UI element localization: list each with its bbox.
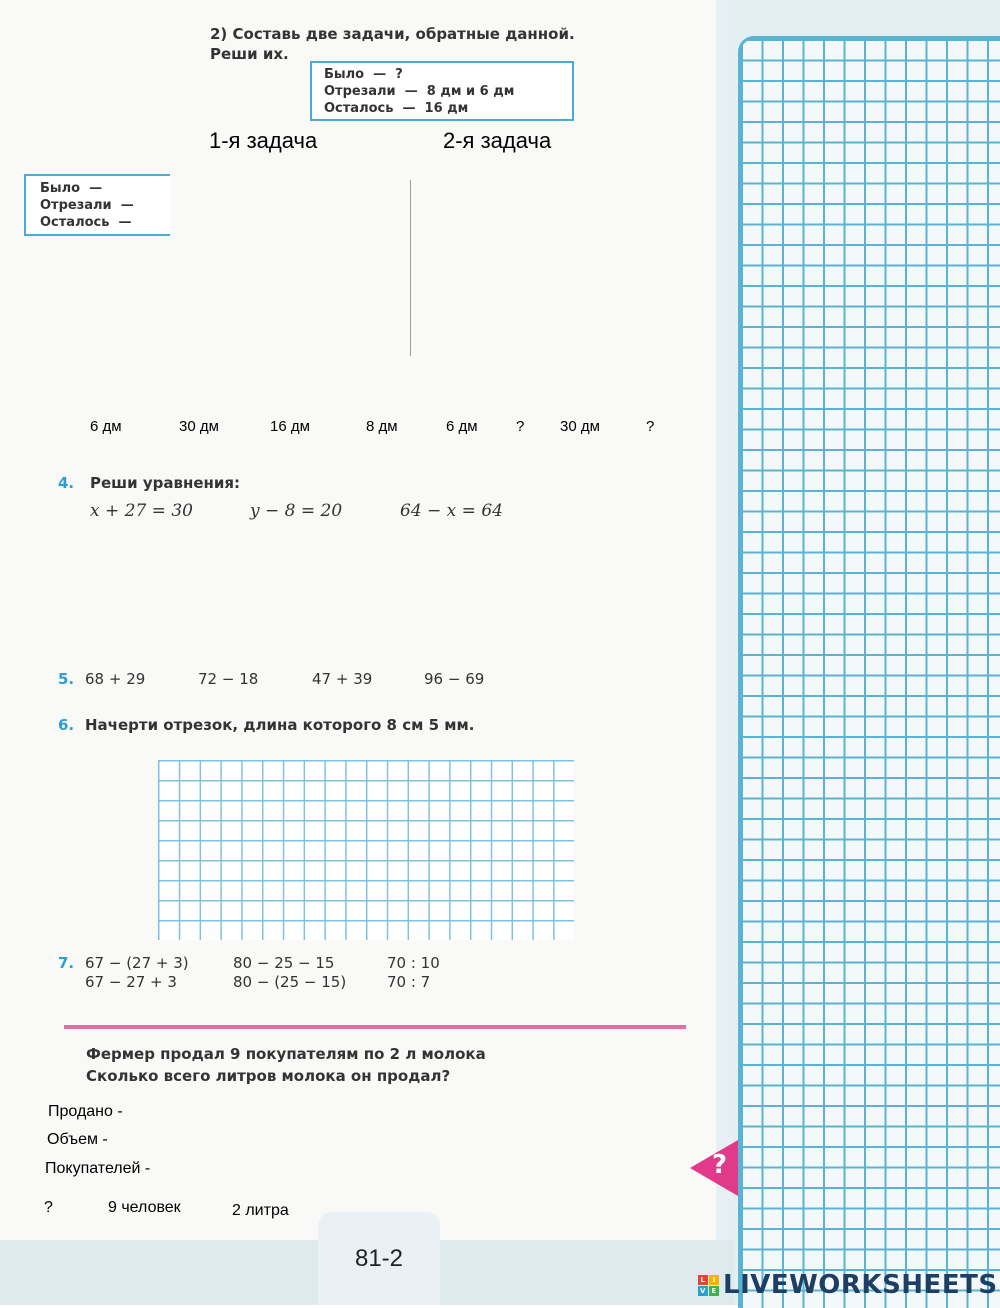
- drag-chip[interactable]: 8 дм: [366, 418, 398, 435]
- drag-chip[interactable]: 6 дм: [446, 418, 478, 435]
- drag-chip[interactable]: 9 человек: [108, 1199, 181, 1216]
- label-volume: Объем -: [47, 1131, 108, 1148]
- logo-letter: I: [709, 1275, 719, 1285]
- task7-col2: [233, 954, 346, 992]
- given-line: Было — ?: [324, 67, 403, 82]
- drag-chip[interactable]: 2 литра: [232, 1202, 289, 1219]
- equation: y − 8 = 20: [250, 501, 343, 521]
- equation: 64 − x = 64: [400, 501, 503, 521]
- expression: 67 − 27 + 3: [85, 973, 177, 991]
- logo-text: LIVEWORKSHEETS: [723, 1270, 998, 1300]
- task4-number: 4.: [58, 474, 75, 492]
- drawing-grid[interactable]: [158, 760, 574, 940]
- page-number-tab: [318, 1212, 440, 1305]
- expression: 80 − (25 − 15): [233, 973, 347, 991]
- drag-chip[interactable]: ?: [646, 418, 655, 435]
- equation: x + 27 = 30: [90, 501, 193, 521]
- page-number: 81-2: [354, 1244, 404, 1272]
- task5-number: 5.: [58, 670, 75, 688]
- task7-col1: [85, 954, 189, 992]
- drag-chip[interactable]: ?: [44, 1199, 53, 1216]
- farmer-line: Сколько всего литров молока он продал?: [86, 1067, 451, 1085]
- expression: 72 − 18: [198, 670, 259, 688]
- grid-notebook-sheet: [738, 36, 1000, 1308]
- partial-data-box: [24, 174, 170, 236]
- given-data-box: [310, 61, 574, 121]
- task6-text: Начерти отрезок, длина которого 8 см 5 мм.: [85, 716, 475, 734]
- task7-col3: [387, 954, 440, 992]
- farmer-problem: [86, 1043, 486, 1087]
- task2-label: 2-я задача: [443, 128, 552, 153]
- liveworksheets-logo: [698, 1268, 998, 1302]
- task1-label: 1-я задача: [209, 128, 318, 153]
- task7-number: 7.: [58, 954, 75, 972]
- section-divider: [64, 1025, 686, 1029]
- drag-chip[interactable]: 6 дм: [90, 418, 122, 435]
- drag-chip[interactable]: 16 дм: [270, 418, 310, 435]
- task2-prompt-line1: 2) Составь две задачи, обратные данной.: [210, 25, 575, 43]
- drag-chip[interactable]: 30 дм: [560, 418, 600, 435]
- task2-prompt: [210, 24, 575, 64]
- task-divider: [410, 180, 411, 356]
- drag-chip[interactable]: ?: [516, 418, 525, 435]
- given-line: Осталось — 16 дм: [324, 101, 469, 116]
- label-sold: Продано -: [48, 1103, 123, 1120]
- given-line: Отрезали — 8 дм и 6 дм: [324, 84, 515, 99]
- page-edge: [716, 0, 734, 1305]
- expression: 80 − 25 − 15: [233, 954, 335, 972]
- farmer-line: Фермер продал 9 покупателям по 2 л молока: [86, 1045, 486, 1063]
- logo-icon: [698, 1275, 719, 1296]
- help-icon[interactable]: ?: [712, 1150, 728, 1180]
- expression: 67 − (27 + 3): [85, 954, 189, 972]
- expression: 70 : 7: [387, 973, 431, 991]
- logo-letter: E: [709, 1286, 719, 1296]
- logo-letter: L: [698, 1275, 708, 1285]
- partial-line: Было —: [40, 181, 103, 196]
- task2-prompt-line2: Реши их.: [210, 45, 289, 63]
- expression: 96 − 69: [424, 670, 485, 688]
- label-buyers: Покупателей -: [45, 1160, 151, 1177]
- logo-letter: V: [698, 1286, 708, 1296]
- partial-line: Отрезали —: [40, 198, 134, 213]
- expression: 68 + 29: [85, 670, 146, 688]
- task4-title: Реши уравнения:: [90, 474, 240, 492]
- expression: 70 : 10: [387, 954, 440, 972]
- partial-line: Осталось —: [40, 215, 132, 230]
- drag-chip[interactable]: 30 дм: [179, 418, 219, 435]
- expression: 47 + 39: [312, 670, 373, 688]
- task6-number: 6.: [58, 716, 75, 734]
